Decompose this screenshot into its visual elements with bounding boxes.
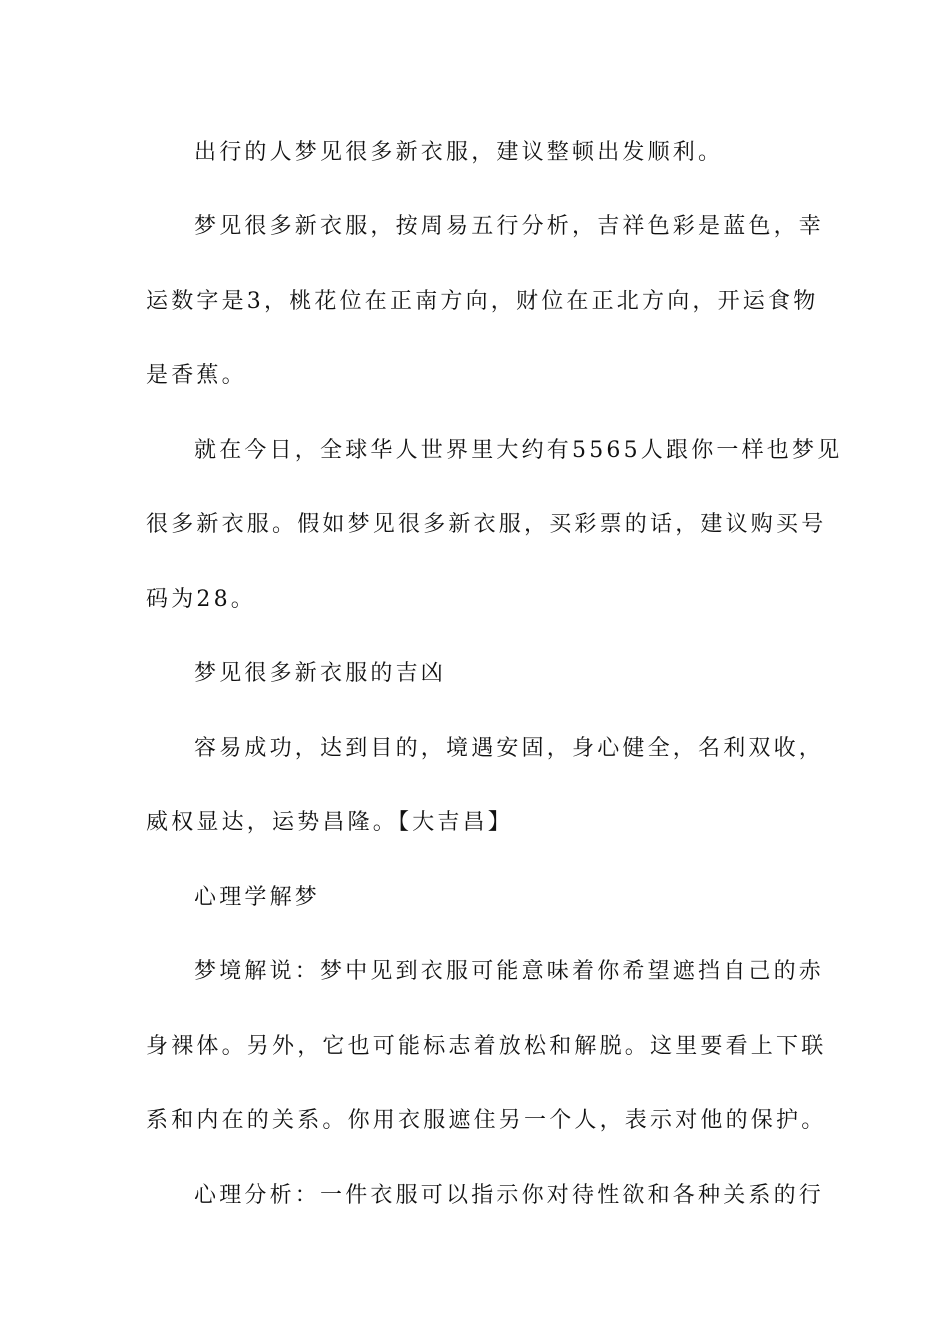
paragraph-dream-explanation-line-3: 系和内在的关系。你用衣服遮住另一个人，表示对他的保护。	[146, 1108, 827, 1133]
paragraph-five-elements-line-1: 梦见很多新衣服，按周易五行分析，吉祥色彩是蓝色，幸	[194, 214, 825, 239]
paragraph-today-line-1: 就在今日，全球华人世界里大约有5565人跟你一样也梦见	[194, 438, 843, 463]
paragraph-travel: 出行的人梦见很多新衣服，建议整顿出发顺利。	[194, 140, 724, 165]
paragraph-fortune-line-1: 容易成功，达到目的，境遇安固，身心健全，名利双收，	[194, 736, 825, 761]
section-heading-fortune: 梦见很多新衣服的吉凶	[194, 661, 447, 686]
paragraph-today-line-3: 码为28。	[146, 587, 256, 612]
paragraph-psychological-analysis-line-1: 心理分析：一件衣服可以指示你对待性欲和各种关系的行	[194, 1183, 825, 1208]
paragraph-today-line-2: 很多新衣服。假如梦见很多新衣服，买彩票的话，建议购买号	[146, 512, 827, 537]
paragraph-five-elements-line-2: 运数字是3，桃花位在正南方向，财位在正北方向，开运食物	[146, 289, 819, 314]
paragraph-dream-explanation-line-2: 身裸体。另外，它也可能标志着放松和解脱。这里要看上下联	[146, 1034, 827, 1059]
section-heading-psychology: 心理学解梦	[194, 885, 321, 910]
paragraph-dream-explanation-line-1: 梦境解说：梦中见到衣服可能意味着你希望遮挡自己的赤	[194, 959, 825, 984]
paragraph-five-elements-line-3: 是香蕉。	[146, 363, 247, 388]
paragraph-fortune-line-2: 威权显达，运势昌隆。【大吉昌】	[146, 810, 514, 835]
